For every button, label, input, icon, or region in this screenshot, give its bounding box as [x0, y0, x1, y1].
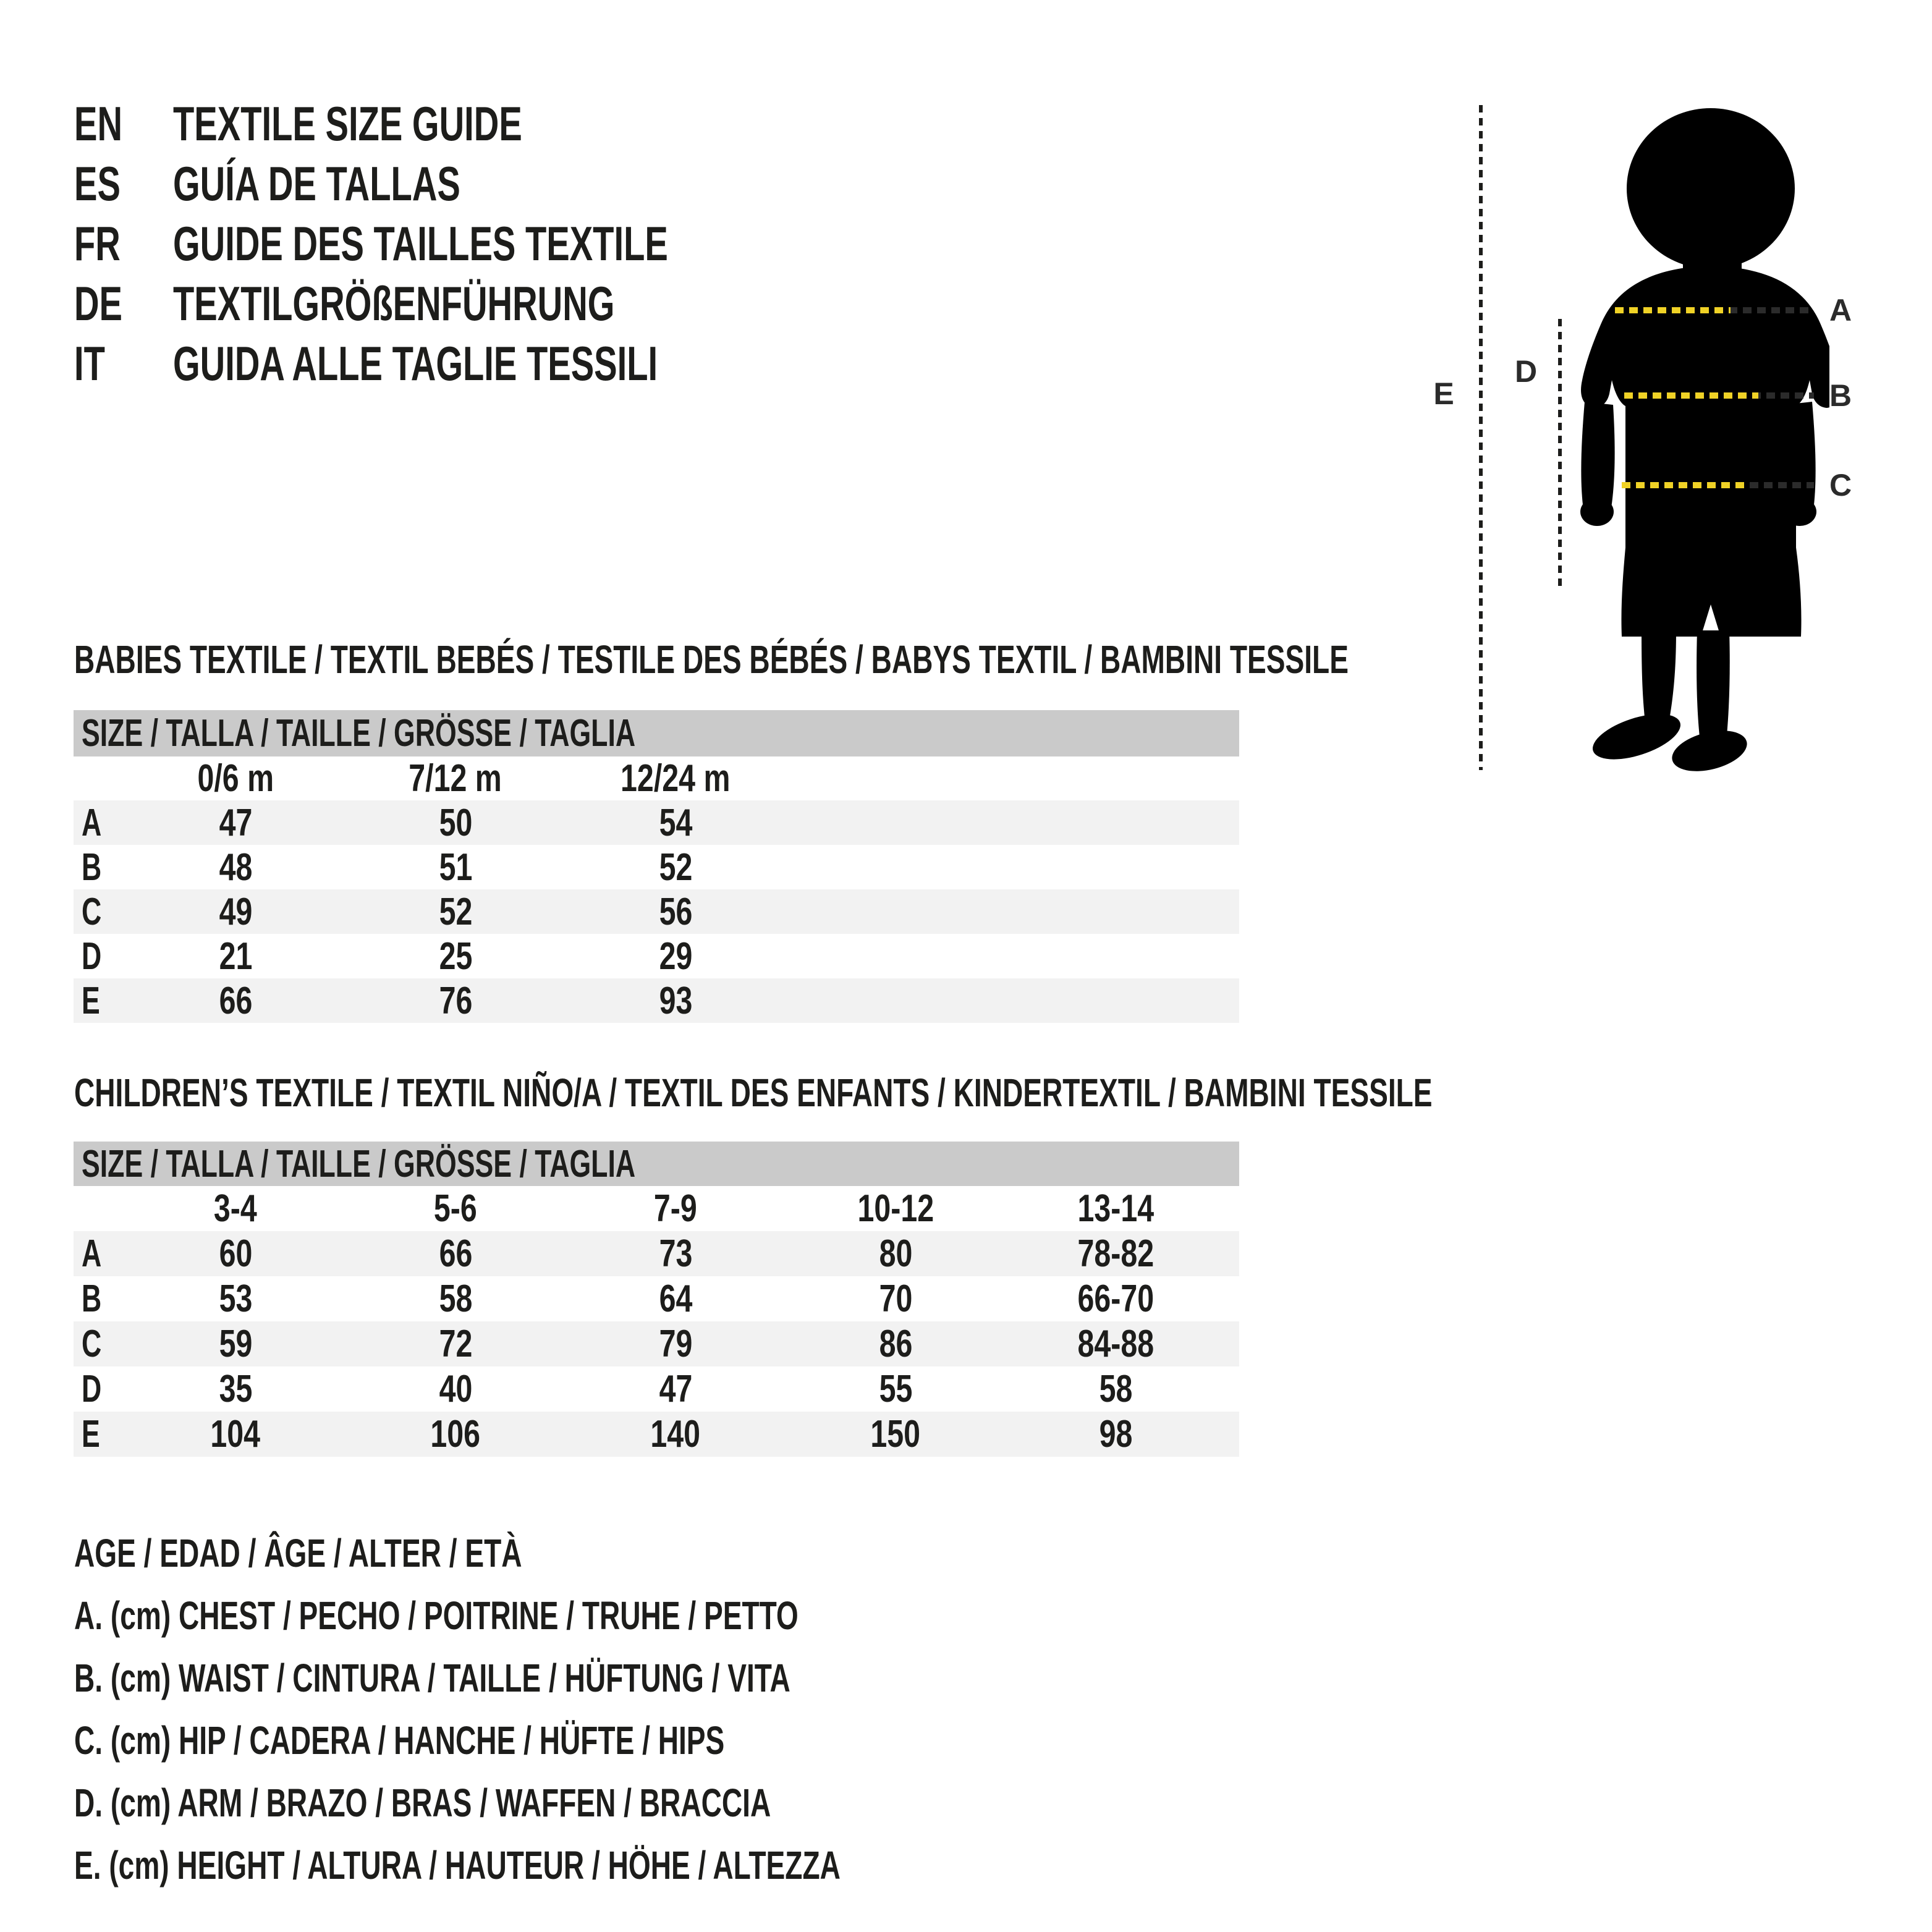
children-row-D-val-1-text: 40	[439, 1368, 472, 1410]
legend-height-line	[74, 1834, 1138, 1896]
children-row-D-label-text: D	[82, 1368, 102, 1410]
children-row-D-val-3-text: 55	[879, 1368, 912, 1410]
children-row-A	[74, 1231, 1239, 1276]
children-col-header-0	[155, 1186, 316, 1231]
children-col-header-2-text: 7-9	[654, 1187, 697, 1230]
babies-row-E-val-1	[375, 978, 536, 1023]
hip-measure-line-yellow	[1622, 482, 1746, 488]
children-row-D-val-4	[1035, 1366, 1196, 1412]
babies-row-A-val-0-text: 47	[219, 801, 252, 844]
children-row-C	[74, 1321, 1239, 1366]
babies-row-D-val-1	[375, 934, 536, 978]
children-row-C-val-0	[155, 1321, 316, 1366]
children-row-A-val-1-text: 66	[439, 1232, 472, 1275]
children-row-C-val-2-text: 79	[659, 1323, 692, 1365]
lang-row-en	[74, 94, 860, 154]
children-row-A-val-2	[595, 1231, 756, 1276]
legend-arm-text: D. (cm) ARM / BRAZO / BRAS / WAFFEN / BRACCIA	[74, 1780, 771, 1825]
silhouette-left-hand	[1580, 498, 1614, 526]
lang-code-de: DE	[74, 276, 123, 331]
children-row-B-val-3	[815, 1276, 976, 1321]
children-row-D-val-4-text: 58	[1099, 1368, 1132, 1410]
babies-row-E-val-2	[595, 978, 756, 1023]
babies-row-B-label-text: B	[82, 845, 102, 889]
babies-row-B-val-2	[595, 845, 756, 889]
lang-code-en: EN	[74, 96, 123, 151]
measurement-legend	[74, 1522, 1138, 1896]
children-row-D-val-1	[375, 1366, 536, 1412]
babies-row-C-val-2	[595, 889, 756, 934]
children-row-C-label-text: C	[82, 1323, 102, 1365]
children-row-A-val-4-text: 78-82	[1077, 1232, 1154, 1275]
children-row-A-val-3-text: 80	[879, 1232, 912, 1275]
children-row-D-val-0-text: 35	[219, 1368, 252, 1410]
babies-row-A-label-text: A	[82, 801, 102, 844]
lang-title-de: TEXTILGRÖßENFÜHRUNG	[173, 276, 615, 331]
babies-row-B-label	[82, 845, 137, 889]
babies-row-D-label	[82, 934, 137, 978]
children-row-C-val-4	[1035, 1321, 1196, 1366]
children-row-E-val-3	[815, 1412, 976, 1457]
children-row-B-val-4	[1035, 1276, 1196, 1321]
babies-section-title-text: BABIES TEXTILE / TEXTIL BEBÉS / TESTILE DES BÉBÉS / BABYS TEXTIL / BAMBINI TESSILE	[74, 637, 1349, 682]
babies-col-header-0-text: 0/6 m	[197, 757, 274, 800]
babies-row-D-val-1-text: 25	[439, 934, 472, 978]
children-row-E-val-0-text: 104	[210, 1413, 261, 1455]
babies-row-A	[74, 800, 1239, 845]
silhouette-left-leg	[1642, 630, 1676, 723]
children-col-header-4-text: 13-14	[1077, 1187, 1154, 1230]
babies-row-A-val-2-text: 54	[659, 801, 692, 844]
babies-col-header-1	[375, 756, 536, 800]
babies-row-D-val-2	[595, 934, 756, 978]
babies-col-header-2	[595, 756, 756, 800]
babies-row-C-label	[82, 889, 137, 934]
children-row-B-val-0	[155, 1276, 316, 1321]
children-row-E-val-3-text: 150	[870, 1413, 921, 1455]
lang-title-it: GUIDA ALLE TAGLIE TESSILI	[173, 336, 658, 391]
babies-row-E-val-0-text: 66	[219, 979, 252, 1022]
children-row-C-val-2	[595, 1321, 756, 1366]
children-row-A-val-0	[155, 1231, 316, 1276]
child-silhouette	[1533, 99, 1829, 773]
babies-row-B-val-1-text: 51	[439, 845, 472, 889]
lang-row-es	[74, 154, 860, 214]
legend-age-line	[74, 1522, 1138, 1584]
babies-row-E-label	[82, 978, 137, 1023]
children-size-header-text: SIZE / TALLA / TAILLE / GRÖSSE / TAGLIA	[82, 1142, 636, 1185]
legend-chest-text: A. (cm) CHEST / PECHO / POITRINE / TRUHE / PETTO	[74, 1593, 799, 1638]
children-row-A-val-1	[375, 1231, 536, 1276]
babies-row-D	[74, 934, 1239, 978]
children-row-E-val-0	[155, 1412, 316, 1457]
children-row-D-label	[82, 1366, 137, 1412]
language-title-block	[74, 94, 860, 394]
babies-row-A-val-2	[595, 800, 756, 845]
children-row-D-val-2	[595, 1366, 756, 1412]
babies-col-header-1-text: 7/12 m	[409, 757, 502, 800]
babies-row-C-val-2-text: 56	[659, 890, 692, 933]
babies-row-B-val-1	[375, 845, 536, 889]
children-row-A-val-4	[1035, 1231, 1196, 1276]
children-column-header-row	[74, 1186, 1239, 1231]
children-row-B-val-0-text: 53	[219, 1277, 252, 1320]
babies-row-C	[74, 889, 1239, 934]
lang-code-it: IT	[74, 336, 105, 391]
babies-col-header-0	[155, 756, 316, 800]
legend-hip-line	[74, 1709, 1138, 1771]
chest-measure-line-yellow	[1615, 307, 1731, 313]
children-row-A-val-3	[815, 1231, 976, 1276]
legend-age-text: AGE / EDAD / ÂGE / ALTER / ETÀ	[74, 1530, 522, 1575]
lang-title-es: GUÍA DE TALLAS	[173, 156, 460, 211]
babies-column-header-row	[74, 756, 1239, 800]
lang-row-fr	[74, 214, 860, 274]
babies-row-A-val-1-text: 50	[439, 801, 472, 844]
children-table-header-bar	[74, 1142, 1239, 1186]
children-row-C-val-4-text: 84-88	[1077, 1323, 1154, 1365]
babies-row-D-val-0	[155, 934, 316, 978]
lang-row-de	[74, 274, 860, 334]
babies-row-B-val-0-text: 48	[219, 845, 252, 889]
silhouette-right-hand	[1783, 498, 1816, 526]
measure-label-D: D	[1514, 354, 1538, 389]
children-row-E-val-4-text: 98	[1099, 1413, 1132, 1455]
children-row-E-val-1	[375, 1412, 536, 1457]
legend-hip-text: C. (cm) HIP / CADERA / HANCHE / HÜFTE / HIPS	[74, 1718, 725, 1763]
measurement-figure	[1409, 93, 1932, 797]
babies-row-A-label	[82, 800, 137, 845]
children-row-D	[74, 1366, 1239, 1412]
children-row-B-val-1	[375, 1276, 536, 1321]
children-row-C-val-1-text: 72	[439, 1323, 472, 1365]
babies-row-E-val-0	[155, 978, 316, 1023]
babies-row-E-label-text: E	[82, 979, 100, 1022]
children-row-B-val-3-text: 70	[879, 1277, 912, 1320]
babies-row-C-val-0	[155, 889, 316, 934]
children-row-E	[74, 1412, 1239, 1457]
children-row-B-label-text: B	[82, 1277, 102, 1320]
children-col-header-1-text: 5-6	[434, 1187, 477, 1230]
children-col-header-3	[815, 1186, 976, 1231]
legend-arm-line	[74, 1771, 1138, 1834]
children-row-A-val-0-text: 60	[219, 1232, 252, 1275]
babies-row-C-val-1	[375, 889, 536, 934]
legend-waist-text: B. (cm) WAIST / CINTURA / TAILLE / HÜFTUNG / VITA	[74, 1655, 790, 1700]
legend-chest-line	[74, 1584, 1138, 1646]
children-row-B-val-1-text: 58	[439, 1277, 472, 1320]
babies-row-C-val-0-text: 49	[219, 890, 252, 933]
babies-size-header-text: SIZE / TALLA / TAILLE / GRÖSSE / TAGLIA	[82, 712, 636, 755]
children-section-title	[74, 1071, 1932, 1114]
legend-height-text: E. (cm) HEIGHT / ALTURA / HAUTEUR / HÖHE / ALTEZZA	[74, 1842, 841, 1888]
children-row-C-val-3	[815, 1321, 976, 1366]
children-row-B-val-2-text: 64	[659, 1277, 692, 1320]
babies-row-D-val-2-text: 29	[659, 934, 692, 978]
measure-label-A: A	[1829, 293, 1852, 328]
lang-row-it	[74, 334, 860, 394]
children-row-E-val-4	[1035, 1412, 1196, 1457]
children-col-header-3-text: 10-12	[857, 1187, 934, 1230]
babies-row-D-val-0-text: 21	[219, 934, 252, 978]
silhouette-shorts	[1621, 548, 1801, 637]
children-section-title-text: CHILDREN’S TEXTILE / TEXTIL NIÑO/A / TEXTIL DES ENFANTS / KINDERTEXTIL / BAMBINI TESSILE	[74, 1070, 1433, 1115]
babies-size-table	[74, 710, 1239, 1023]
children-size-table	[74, 1142, 1239, 1457]
children-row-E-val-1-text: 106	[430, 1413, 481, 1455]
children-row-A-label	[82, 1231, 137, 1276]
babies-row-B-val-2-text: 52	[659, 845, 692, 889]
children-row-C-val-3-text: 86	[879, 1323, 912, 1365]
babies-row-D-label-text: D	[82, 934, 102, 978]
babies-row-E-val-2-text: 93	[659, 979, 692, 1022]
children-row-E-val-2	[595, 1412, 756, 1457]
children-row-D-val-2-text: 47	[659, 1368, 692, 1410]
waist-measure-line-yellow	[1624, 392, 1758, 399]
babies-row-B	[74, 845, 1239, 889]
measure-label-E: E	[1433, 376, 1454, 411]
children-row-C-val-0-text: 59	[219, 1323, 252, 1365]
children-row-C-val-1	[375, 1321, 536, 1366]
children-col-header-0-text: 3-4	[214, 1187, 257, 1230]
babies-row-E	[74, 978, 1239, 1023]
children-row-B-label	[82, 1276, 137, 1321]
babies-row-B-val-0	[155, 845, 316, 889]
children-row-D-val-0	[155, 1366, 316, 1412]
children-row-A-label-text: A	[82, 1232, 102, 1275]
children-row-E-val-2-text: 140	[650, 1413, 701, 1455]
children-row-E-label	[82, 1412, 137, 1457]
lang-title-en: TEXTILE SIZE GUIDE	[173, 96, 522, 151]
children-row-B-val-4-text: 66-70	[1077, 1277, 1154, 1320]
babies-table-header-bar	[74, 710, 1239, 756]
children-row-C-label	[82, 1321, 137, 1366]
children-col-header-4	[1035, 1186, 1196, 1231]
babies-row-C-val-1-text: 52	[439, 890, 472, 933]
lang-code-fr: FR	[74, 216, 121, 271]
silhouette-right-leg	[1697, 630, 1730, 748]
babies-col-header-2-text: 12/24 m	[621, 757, 731, 800]
silhouette-left-shoe	[1587, 705, 1685, 769]
legend-waist-line	[74, 1646, 1138, 1709]
measure-label-B: B	[1829, 378, 1852, 413]
children-col-header-2	[595, 1186, 756, 1231]
babies-row-E-val-1-text: 76	[439, 979, 472, 1022]
children-row-A-val-2-text: 73	[659, 1232, 692, 1275]
children-col-header-1	[375, 1186, 536, 1231]
babies-row-A-val-0	[155, 800, 316, 845]
lang-title-fr: GUIDE DES TAILLES TEXTILE	[173, 216, 668, 271]
babies-row-C-label-text: C	[82, 890, 102, 933]
children-row-B	[74, 1276, 1239, 1321]
babies-row-A-val-1	[375, 800, 536, 845]
lang-code-es: ES	[74, 156, 121, 211]
measure-label-C: C	[1829, 468, 1852, 502]
children-row-B-val-2	[595, 1276, 756, 1321]
children-row-E-label-text: E	[82, 1413, 100, 1455]
children-row-D-val-3	[815, 1366, 976, 1412]
